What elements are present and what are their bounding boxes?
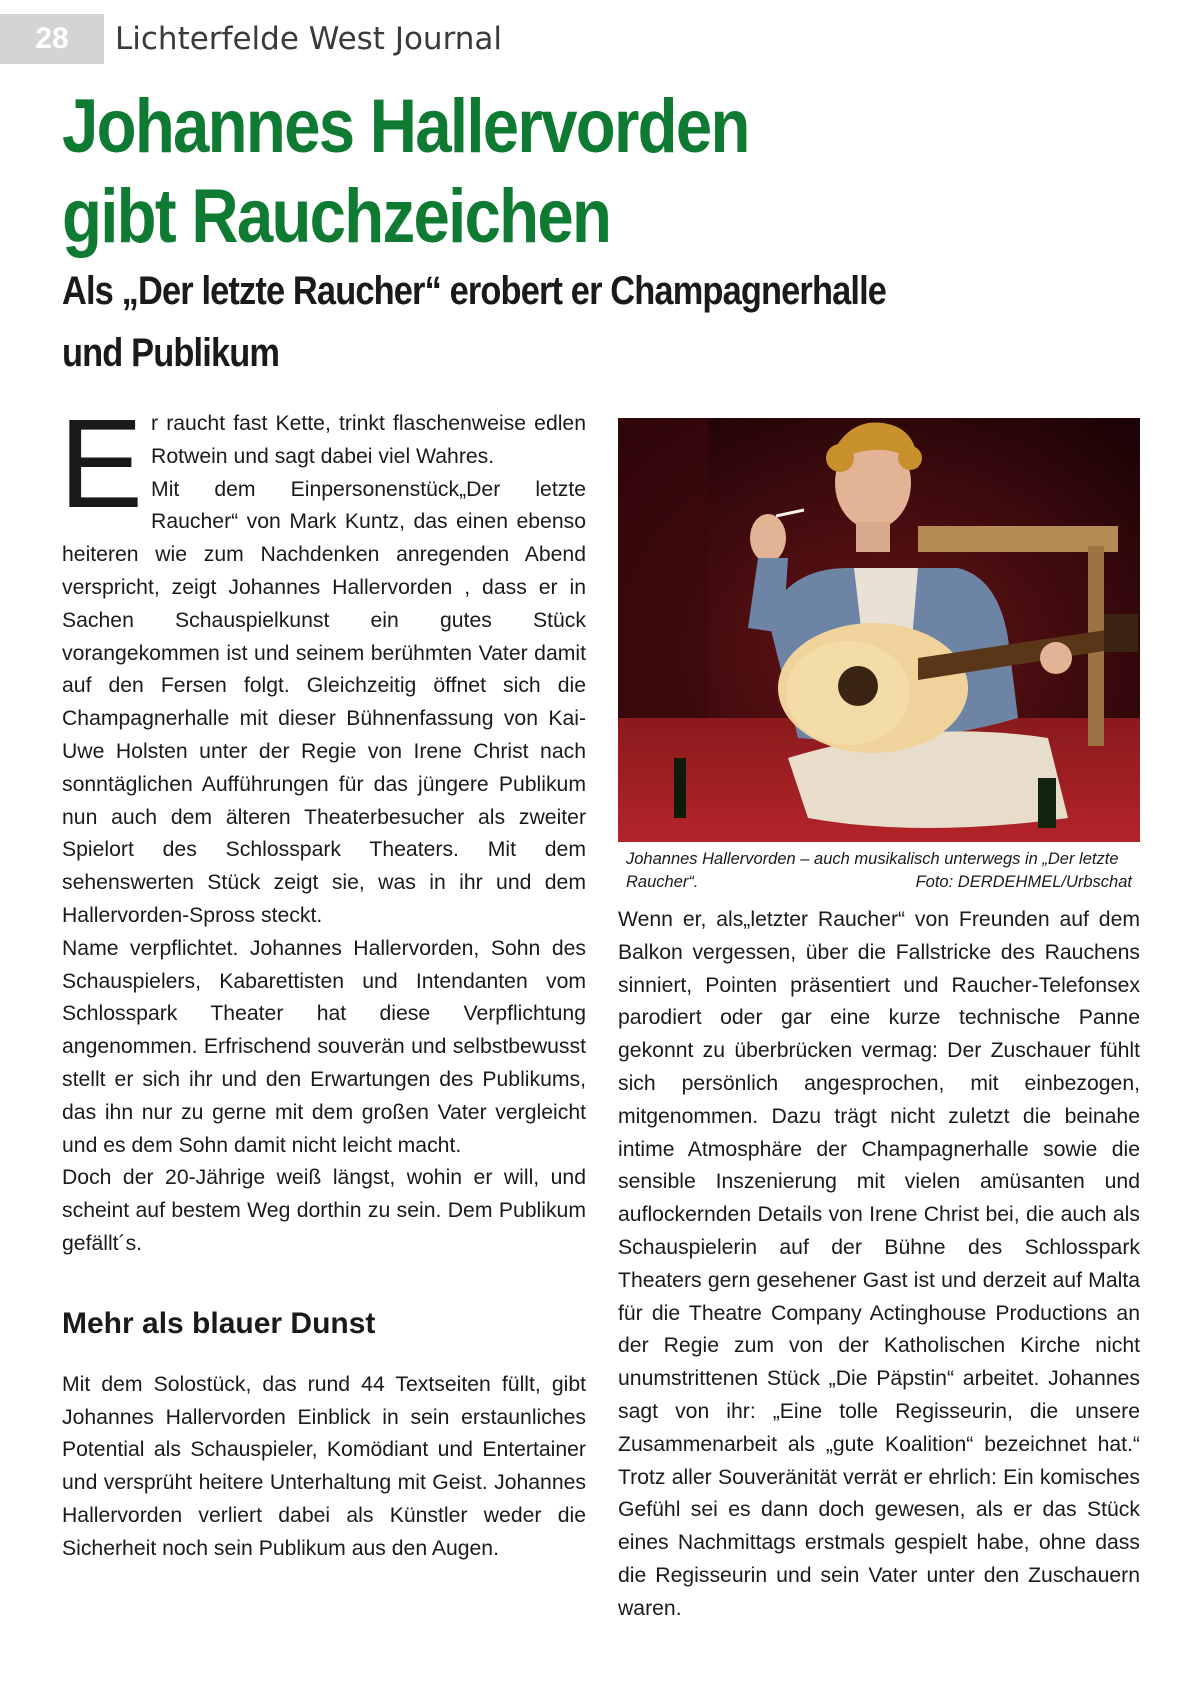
left-column (59, 393, 586, 1566)
article-photo (618, 418, 1140, 842)
subheadline-line-2: und Publikum (62, 331, 280, 375)
intro-paragraph (59, 393, 586, 933)
article-subheadline (62, 260, 1008, 384)
subheadline-line-1: Als „Der letzte Raucher“ erobert er Champagnerhalle (62, 269, 887, 313)
section-heading: Mehr als blauer Dunst (62, 1306, 376, 1340)
photo-caption (626, 848, 1132, 894)
body-paragraph-2: Name verpflichtet. Johannes Hallervorden, Sohn des Schauspielers, Kabarettisten und Intendanten vom Schlosspark Theater hat diese Verpflichtung angenommen. Erfrischend souverän und selbstbewusst stellt er sich ihr und den Erwartungen des Publikums, das ihn nur zu gerne mit dem großen Vater vergleicht und es dem Sohn damit nicht leicht macht. (62, 936, 586, 1157)
caption-text: Johannes Hallervorden – auch musikalisch unterwegs in „Der letzte Raucher“. (626, 850, 1119, 891)
body-paragraph-1: Mit dem Einpersonenstück„Der letzte Raucher“ von Mark Kuntz, das einen ebenso heiteren wie zum Nachdenken anregenden Abend verspricht, zeigt Johannes Hallervorden , dass er in Sachen Schauspielkunst ein gutes Stück vorangekommen ist und seinem berühmten Vater damit auf den Fersen folgt. Gleichzeitig öffnet sich die Champagnerhalle mit dieser Bühnenfassung von Kai-Uwe Holsten unter der Regie von Irene Christ nach sonntäglichen Aufführungen für das jüngere Publikum nun auch dem älteren Theaterbesucher als zweiter Spielort des Schlosspark Theaters. Mit dem sehenswerten Stück zeigt sie, was in ihr und dem Hallervorden-Spross steckt. (62, 477, 586, 927)
journal-name: Lichterfelde West Journal (115, 21, 503, 57)
performer-with-guitar-image (618, 418, 1140, 842)
page-number: 28 (0, 14, 104, 64)
photo-credit: Foto: DERDEHMEL/Urbschat (915, 873, 1132, 891)
headline-line-1: Johannes Hallervorden (62, 84, 749, 169)
right-column (618, 904, 1140, 1626)
headline-line-2: gibt Rauchzeichen (62, 174, 611, 259)
body-paragraph-5: Wenn er, als„letzter Raucher“ von Freunden auf dem Balkon vergessen, über die Fallstricke des Rauchens sinniert, Pointen präsentiert und Raucher-Telefonsex parodiert oder gar eine kurze technische Panne gekonnt zu überbrücken vermag: Der Zuschauer fühlt sich persönlich angesprochen, mit einbezogen, mitgenommen. Dazu trägt nicht zuletzt die beinahe intime Atmosphäre der Champagnerhalle sowie die sensible Inszenierung mit vielen amüsanten und auflockernden Details von Irene Christ bei, die auch als Schauspielerin auf der Bühne des Schlosspark Theaters gern gesehener Gast ist und derzeit auf Malta für die Theatre Company Actinghouse Productions an der Regie zum von der Katholischen Kirche nicht unumstrittenen Stück „Die Päpstin“ arbeitet. Johannes sagt von ihr: „Eine tolle Regisseurin, die unsere Zusammenarbeit als „gute Koalition“ bezeichnet hat.“ Trotz aller Souveränität verrät er ehrlich: Ein komisches Gefühl sei es dann doch gewesen, als er das Stück eines Nachmittags erstmals gespielt habe, ohne dass die Regisseurin und sein Vater unter den Zuschauern waren. (618, 908, 1140, 1620)
body-paragraph-3: Doch der 20-Jährige weiß längst, wohin er will, und scheint auf bestem Weg dorthin zu sein. Dem Publikum gefällt´s. (62, 1166, 586, 1255)
article-headline (62, 82, 991, 262)
body-paragraph-4: Mit dem Solostück, das rund 44 Textseiten füllt, gibt Johannes Hallervorden Einblick in sein erstaunliches Potential als Schauspieler, Komödiant und Entertainer und versprüht heitere Unterhaltung mit Geist. Johannes Hallervorden verliert dabei als Künstler weder die Sicherheit noch sein Publikum aus den Augen. (62, 1372, 586, 1560)
drop-cap: E (59, 393, 144, 534)
intro-text: r raucht fast Kette, trinkt flaschenweise edlen Rotwein und sagt dabei viel Wahres. (151, 412, 586, 468)
